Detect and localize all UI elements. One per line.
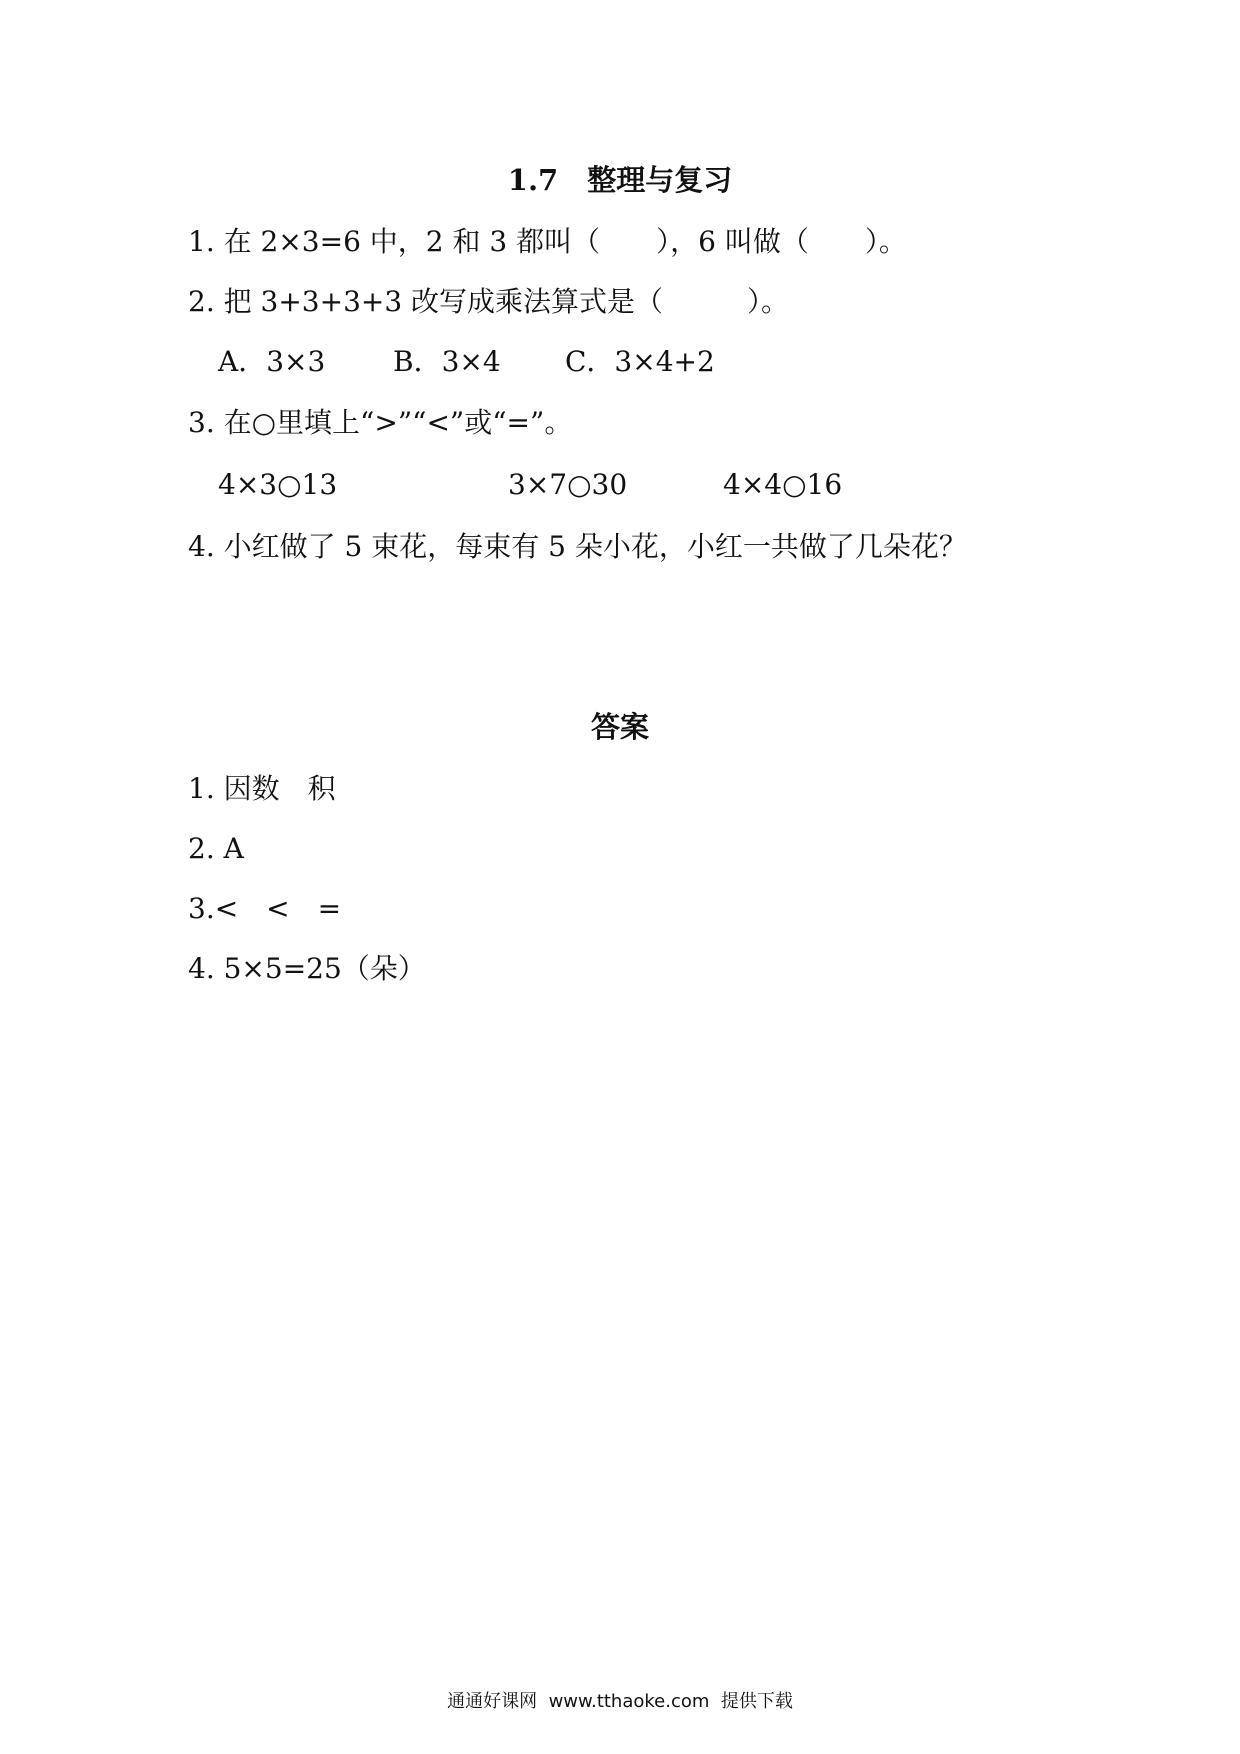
answer-3: 3.< < = xyxy=(188,892,342,925)
answers-title: 答案 xyxy=(590,710,649,744)
q2-option-c: C．3×4+2 xyxy=(565,345,715,378)
q3-item-2: 3×7○30 xyxy=(508,468,628,501)
footer-text: 通通好课网 www.tthaoke.com 提供下载 xyxy=(447,1691,793,1712)
page-title: 1.7 整理与复习 xyxy=(507,163,733,197)
answer-1: 1. 因数 积 xyxy=(188,772,336,805)
q2-option-b: B．3×4 xyxy=(393,345,501,378)
q3-item-3: 4×4○16 xyxy=(723,468,843,501)
answer-4: 4. 5×5=25（朵） xyxy=(188,952,426,985)
question-3: 3. 在○里填上“>”“<”或“=”。 xyxy=(188,406,573,439)
question-4: 4. 小红做了 5 束花，每束有 5 朵小花，小红一共做了几朵花？ xyxy=(188,530,967,563)
q2-option-a: A．3×3 xyxy=(218,345,326,378)
q3-item-1: 4×3○13 xyxy=(218,468,338,501)
question-1: 1. 在 2×3=6 中，2 和 3 都叫（ ），6 叫做（ ）。 xyxy=(188,225,907,258)
question-2: 2. 把 3+3+3+3 改写成乘法算式是（ ）。 xyxy=(188,285,790,318)
answer-2: 2. A xyxy=(188,832,244,865)
